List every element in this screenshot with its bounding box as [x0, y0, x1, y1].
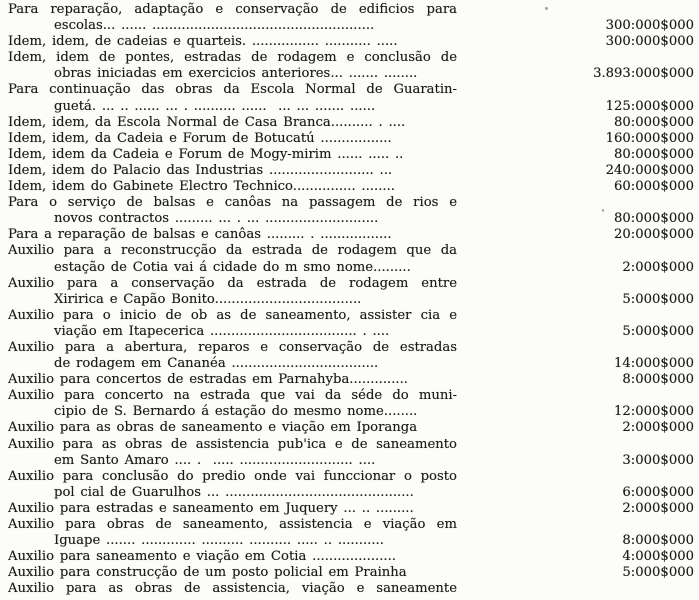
ledger-line — [0, 308, 699, 324]
entry-amount: 125:000$000 — [605, 98, 694, 114]
ledger-line — [0, 517, 699, 533]
entry-amount: 20:000$000 — [614, 227, 694, 243]
entry-text: Idem, idem da Cadeia e Forum de Mogy-mirim ...... ..... .. — [8, 146, 404, 162]
entry-amount: 2:000$000 — [622, 259, 694, 275]
ledger-line — [0, 340, 699, 356]
entry-amount: 160:000$000 — [605, 130, 694, 146]
entry-text: Auxilio para as obras de saneamento e viação em Iporanga — [8, 420, 418, 436]
ledger-line — [0, 437, 699, 453]
entry-amount: 80:000$000 — [614, 146, 694, 162]
entry-amount: 300:000$000 — [605, 34, 694, 50]
entry-text: Idem, idem, de cadeias e quarteis. ................ ........... ..... — [8, 34, 398, 50]
entry-text: novos contractos ......... ... . ... ........................... — [54, 211, 379, 227]
ledger-line — [0, 533, 699, 549]
entry-text: Auxilio para o inicio de ob as de saneamento, assister cia e — [8, 307, 457, 323]
ledger-line — [0, 66, 699, 82]
ledger-line — [0, 2, 699, 18]
ledger-line — [0, 260, 699, 276]
ledger-line — [0, 388, 699, 404]
ledger-line — [0, 115, 699, 131]
entry-amount: 80:000$000 — [614, 114, 694, 130]
ledger-line — [0, 195, 699, 211]
entry-text: Xiririca e Capão Bonito................................... — [54, 291, 362, 307]
entry-text: pol cial de Guarulhos ... ............................................. — [54, 484, 414, 500]
entry-text: Para a reparação de balsas e canôas ......... . ................. — [8, 227, 392, 243]
ledger-line — [0, 34, 699, 50]
entry-text: Idem, idem do Palacio das Industrias ......................... ... — [8, 162, 393, 178]
entry-text: Idem, idem, da Cadeia e Forum de Botucatú ................. — [8, 130, 392, 146]
entry-text: Idem, idem de pontes, estradas de rodagem e conclusão de — [8, 50, 457, 66]
ledger-line — [0, 356, 699, 372]
ledger-line — [0, 147, 699, 163]
ledger-line — [0, 131, 699, 147]
entry-text: Auxilio para a abertura, reparos e conservação de estradas — [8, 339, 457, 355]
entry-amount: 14:000$000 — [614, 356, 694, 372]
entry-text: Auxilio para conclusão do predio onde vai funccionar o posto — [8, 468, 457, 484]
entry-amount: 240:000$000 — [605, 162, 694, 178]
entry-amount: 2:000$000 — [622, 420, 694, 436]
entry-amount: 4:000$000 — [622, 549, 694, 565]
paper-speck — [545, 7, 548, 10]
entry-amount: 3:000$000 — [622, 452, 694, 468]
entry-text: Iguape ....... ............. .......... .......... ..... .. ........... — [54, 533, 384, 549]
entry-text: Auxilio para as obras de assistencia pub'ica e de saneamento — [8, 436, 457, 452]
entry-amount: 300:000$000 — [605, 18, 694, 34]
entry-amount: 8:000$000 — [622, 372, 694, 388]
entry-text: Auxilio para concerto na estrada que vai da séde do muni- — [8, 388, 457, 404]
ledger-line — [0, 99, 699, 115]
entry-text: cipio de S. Bernardo á estação do mesmo nome........ — [54, 404, 418, 420]
ledger-line — [0, 276, 699, 292]
entry-text: estação de Cotia vai á cidade do m smo nome......... — [54, 259, 411, 275]
entry-amount: 5:000$000 — [622, 565, 694, 581]
entry-text: Auxilio para concertos de estradas em Parnahyba.............. — [8, 372, 408, 388]
entry-text: Para continuação das obras da Escola Normal de Guaratin- — [8, 82, 457, 98]
ledger-line — [0, 163, 699, 179]
entry-text: Para reparação, adaptação e conservação de edificios para — [8, 2, 457, 17]
ledger-line — [0, 18, 699, 34]
entry-text: Auxilio para obras de saneamento, assistencia e viação em — [8, 517, 457, 532]
ledger-line — [0, 581, 699, 597]
ledger-line — [0, 469, 699, 485]
entry-text: Idem, idem, da Escola Normal de Casa Branca.......... . .... — [8, 114, 406, 130]
entry-text: escolas... ...... ..................................................... — [54, 18, 375, 34]
paper-speck — [602, 209, 604, 212]
ledger-line — [0, 549, 699, 565]
ledger-lines — [0, 2, 699, 597]
ledger-line — [0, 372, 699, 388]
entry-amount: 6:000$000 — [622, 484, 694, 500]
entry-text: Auxilio para saneamento e viação em Cotia .................... — [8, 549, 396, 565]
entry-text: Idem, idem do Gabinete Electro Technico............... ........ — [8, 179, 395, 195]
entry-amount: 12:000$000 — [614, 404, 694, 420]
entry-text: guetá. ... .. ...... ... . .......... ...... ... ... ....... ...... — [54, 98, 376, 114]
entry-amount: 3.893:000$000 — [593, 66, 694, 82]
entry-amount: 8:000$000 — [622, 533, 694, 549]
ledger-line — [0, 227, 699, 243]
ledger-line — [0, 292, 699, 308]
ledger-line — [0, 420, 699, 436]
entry-text: de rodagem em Cananéa ................................... — [54, 356, 379, 372]
ledger-line — [0, 211, 699, 227]
entry-amount: 5:000$000 — [622, 323, 694, 339]
ledger-line — [0, 501, 699, 517]
entry-text: Auxilio para a reconstrucção da estrada de rodagem que da — [8, 243, 457, 259]
ledger-line — [0, 50, 699, 66]
entry-text: Auxilio para as obras de assistencia, viação e saneamente — [8, 581, 457, 597]
entry-amount: 80:000$000 — [614, 211, 694, 227]
entry-text: Para o serviço de balsas e canôas na passagem de rios e — [8, 195, 457, 211]
ledger-line — [0, 243, 699, 259]
entry-amount: 60:000$000 — [614, 179, 694, 195]
entry-amount: 5:000$000 — [622, 291, 694, 307]
ledger-line — [0, 485, 699, 501]
entry-text: viação em Itapecerica ................................... . .... — [54, 323, 390, 339]
ledger-line — [0, 453, 699, 469]
ledger-line — [0, 179, 699, 195]
entry-text: Auxilio para estradas e saneamento em Juquery ... .. ......... — [8, 500, 414, 516]
ledger-line — [0, 404, 699, 420]
entry-text: em Santo Amaro .... . ..... ........................... .... — [54, 452, 376, 468]
ledger-line — [0, 82, 699, 98]
ledger-line — [0, 565, 699, 581]
ledger-line — [0, 324, 699, 340]
entry-amount: 2:000$000 — [622, 500, 694, 516]
entry-text: obras iniciadas em exercicios anteriores... ....... ........ — [54, 66, 418, 82]
entry-text: Auxilio para construcção de um posto policial em Prainha — [8, 565, 407, 581]
entry-text: Auxilio para a conservação da estrada de rodagem entre — [8, 275, 457, 291]
